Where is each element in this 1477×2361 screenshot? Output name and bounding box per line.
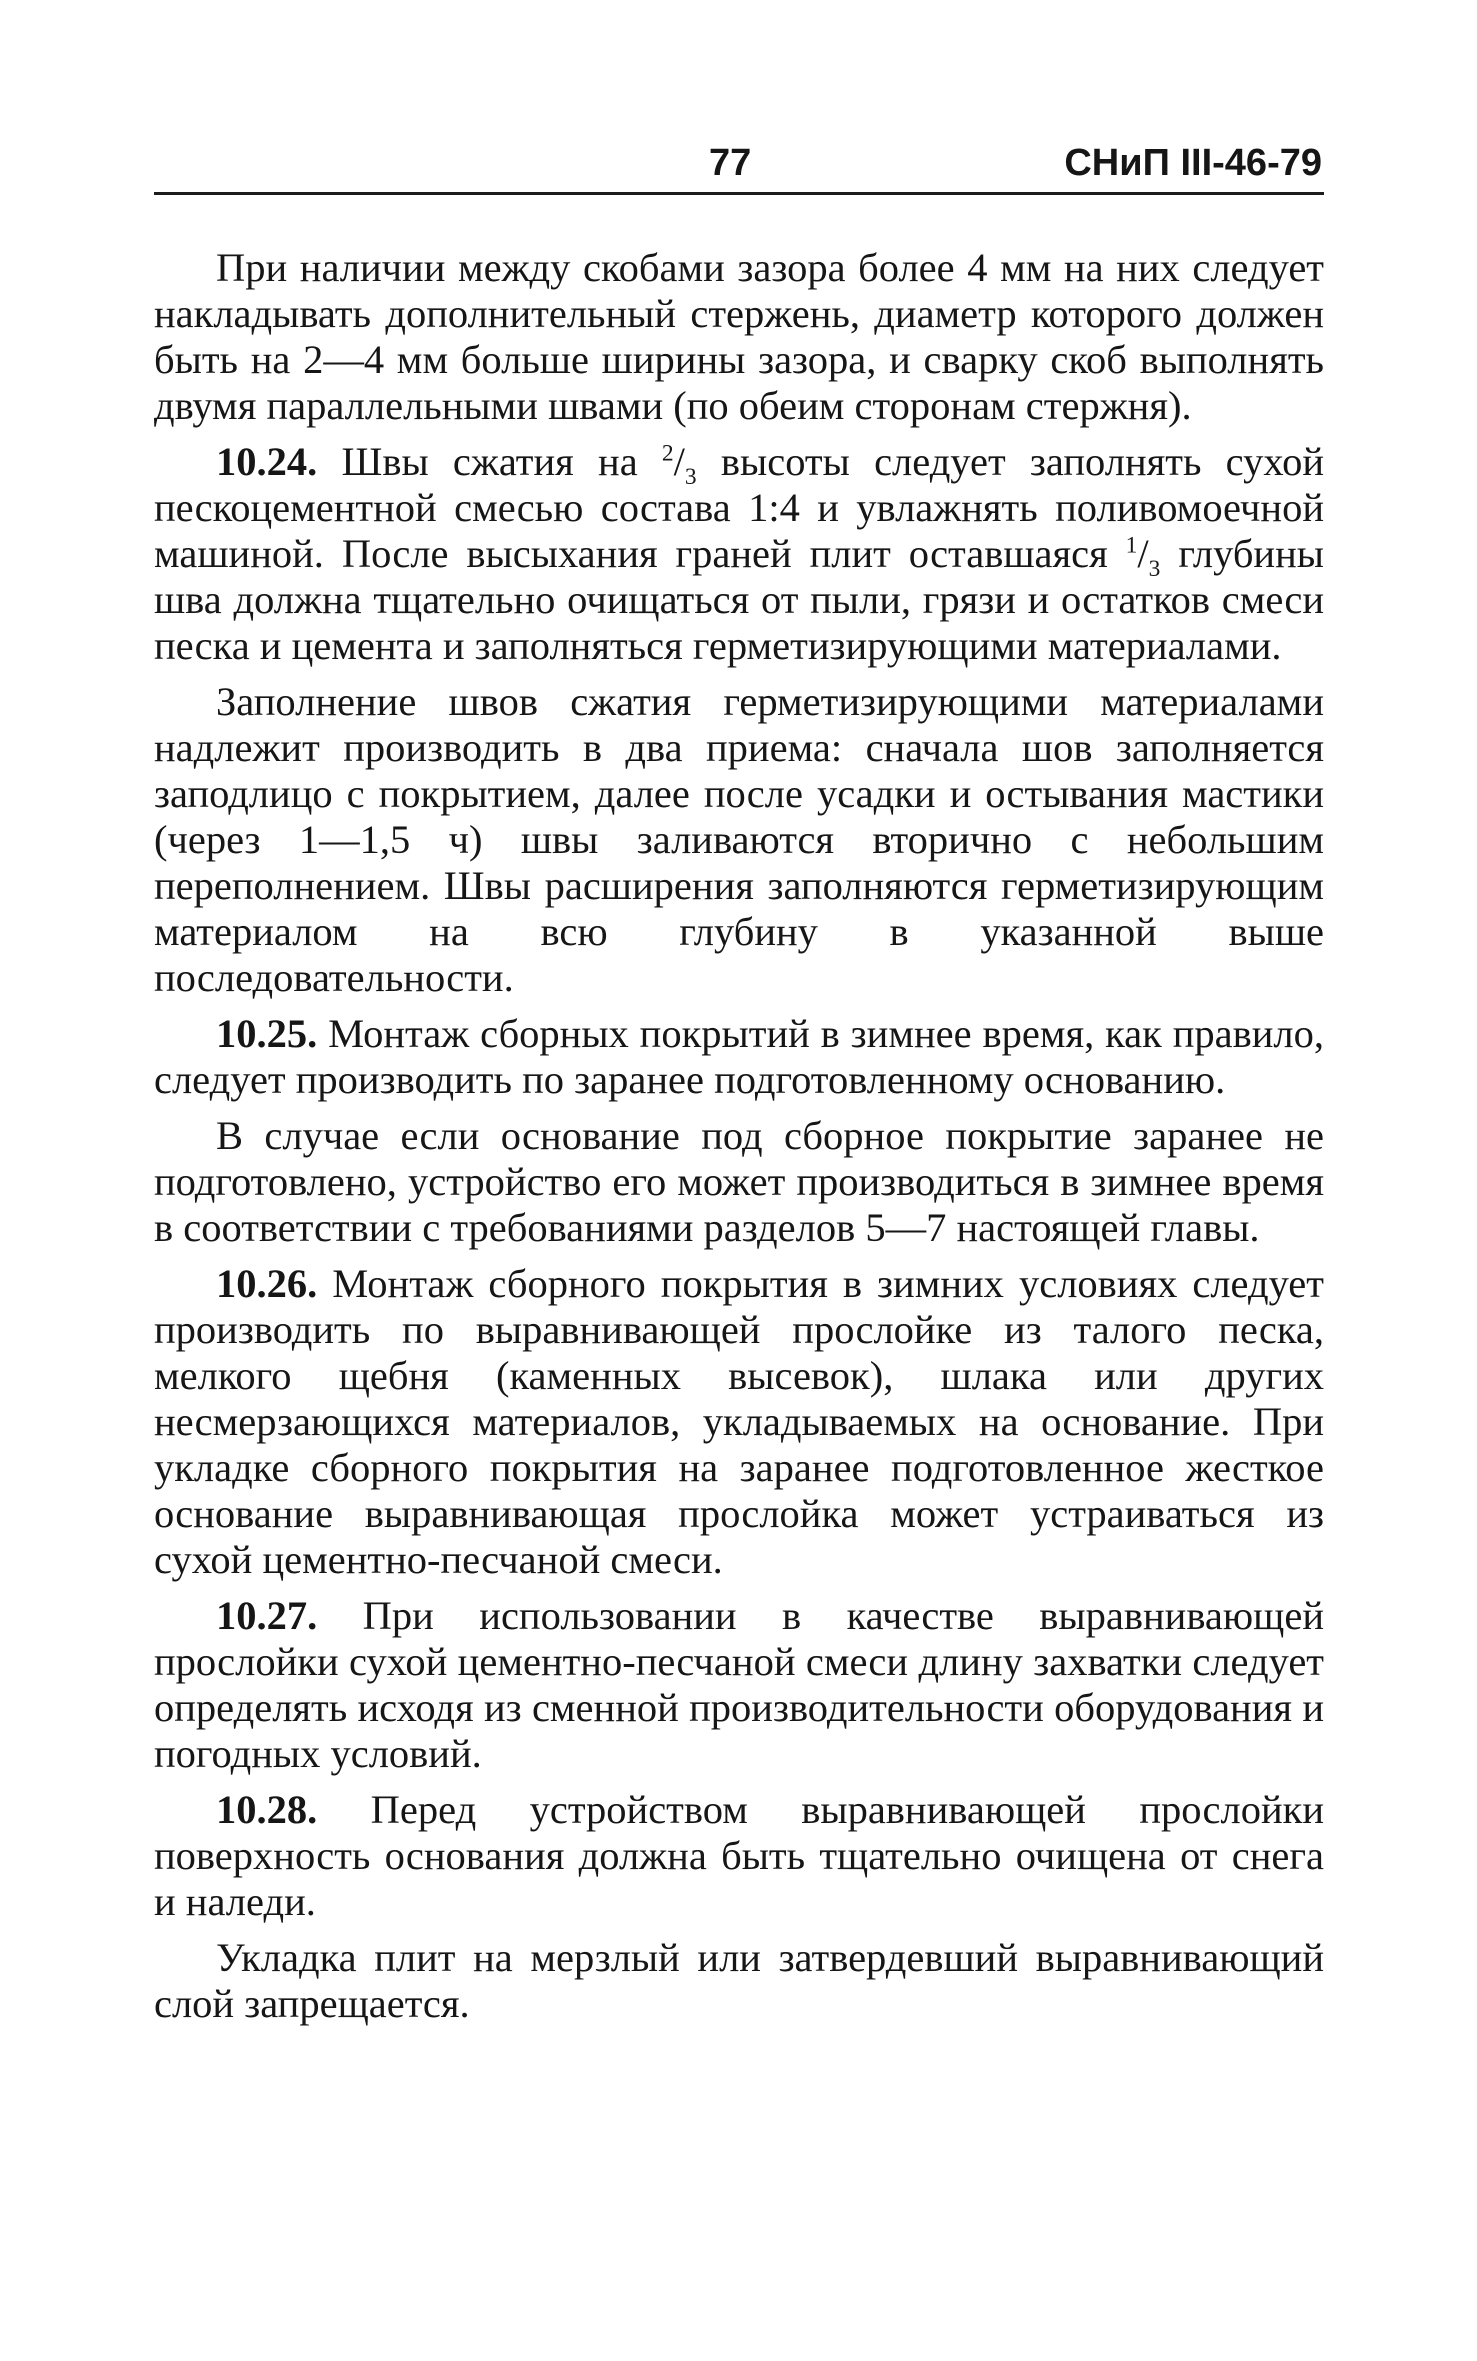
fraction-denominator: 3 [684,464,697,491]
clause-number: 10.24. [216,439,318,484]
paragraph-10-27 [154,1593,1324,1777]
paragraph-text: Швы сжатия на [317,439,662,484]
clause-number: 10.25. [216,1011,318,1056]
paragraph-text: При наличии между скобами зазора более 4 мм на них следует накладывать дополнительный стержень, диаметр которого должен быть на 2—4 мм больше ширины зазора, и сварку скоб выполнять двумя параллельными швами (по обеим сторонам стержня). [154,245,1324,428]
paragraph-text: Укладка плит на мерзлый или затвердевший выравнивающий слой запрещается. [154,1935,1324,2026]
clause-number: 10.26. [216,1261,318,1306]
page-number: 77 [709,142,752,184]
document-code: СНиП III-46-79 [1064,142,1322,184]
paragraph-text: При использовании в качестве выравнивающей прослойки сухой цементно-песчаной смеси длину захватки следует определять исходя из сменной производительности оборудования и погодных условий. [154,1593,1324,1776]
paragraph-10-25 [154,1011,1324,1103]
fraction-numerator: 2 [661,440,674,467]
page-header [154,140,1324,195]
paragraph-text: Перед устройством выравнивающей прослойки поверхность основания должна быть тщательно очищена от снега и наледи. [154,1787,1324,1924]
paragraph-text: Монтаж сборного покрытия в зимних условиях следует производить по выравнивающей прослойке из талого песка, мелкого щебня (каменных высевок), шлака или других несмерзающихся материалов, укладываемых на основание. При укладке сборного покрытия на заранее подготовленное жесткое основание выравнивающая прослойка может устраиваться из сухой цементно-песчаной смеси. [154,1261,1324,1582]
paragraph-10-28 [154,1787,1324,1925]
clause-number: 10.27. [216,1593,318,1638]
paragraph [154,1935,1324,2027]
paragraph-text: В случае если основание под сборное покрытие заранее не подготовлено, устройство его может производиться в зимнее время в соответствии с требованиями разделов 5—7 настоящей главы. [154,1113,1324,1250]
paragraph-text: Заполнение швов сжатия герметизирующими материалами надлежит производить в два приема: сначала шов заполняется заподлицо с покрытием, далее после усадки и остывания мастики (через 1—1,5 ч) швы заливаются вторично с небольшим переполнением. Швы расширения заполняются герметизирующим материалом на всю глубину в указанной выше последовательности. [154,679,1324,1000]
paragraph-10-26 [154,1261,1324,1583]
paragraph-10-24: 10.24. Швы сжатия на $^2/_3$ высоты следует заполнять сухой пескоцементной смесью состава 1:4 и увлажнять поливомоечной машиной. После высыхания граней плит оставшаяся $^1/_3$ глубины шва должна тщательно очищаться от пыли, грязи и остатков смеси песка и цемента и заполняться герметизирующими материалами. [154,439,1324,668]
paragraph-text: Монтаж сборных покрытий в зимнее время, как правило, следует производить по заранее подготовленному основанию. [154,1011,1324,1102]
paragraph [154,245,1324,429]
fraction-denominator: 3 [1148,556,1161,583]
fraction-numerator: 1 [1125,532,1138,559]
clause-number: 10.28. [216,1787,318,1832]
paragraph-text: глубины шва должна тщательно очищаться от пыли, грязи и остатков смеси песка и цемента и заполняться герметизирующими материалами. [154,531,1324,668]
paragraph [154,679,1324,1001]
body-text [154,245,1324,2037]
paragraph [154,1113,1324,1251]
paragraph-text: высоты следует заполнять сухой пескоцементной смесью состава 1:4 и увлажнять поливомоечной машиной. После высыхания граней плит оставшаяся [154,439,1324,576]
